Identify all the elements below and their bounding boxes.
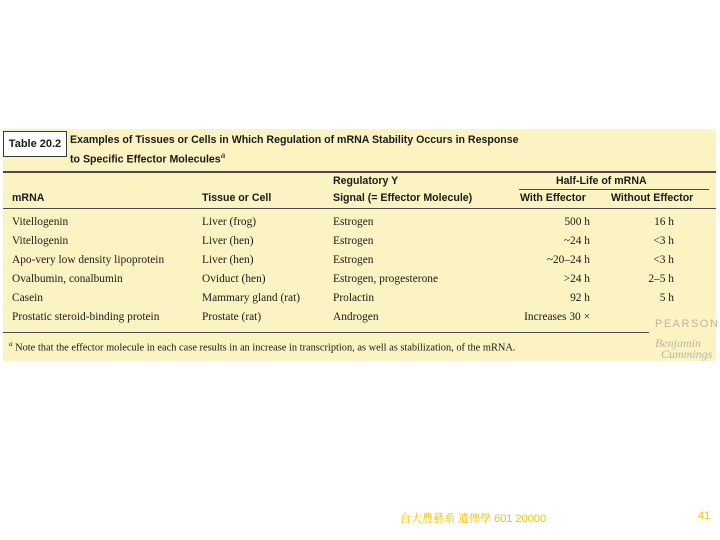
header-signal-line-1: Regulatory Y <box>333 175 399 187</box>
cell-tissue: Oviduct (hen) <box>202 273 266 285</box>
cell-with-effector: >24 h <box>563 273 590 285</box>
page-number: 41 <box>698 510 711 522</box>
pearson-logo-text: PEARSON <box>655 318 720 330</box>
table-caption <box>70 133 519 168</box>
top-rule <box>3 171 716 173</box>
cell-mrna: Apo-very low density lipoprotein <box>12 254 165 266</box>
cell-without-effector: <3 h <box>653 235 674 247</box>
benjamin-logo-text: Benjamin <box>655 336 701 350</box>
cell-without-effector: 16 h <box>654 216 674 228</box>
cell-mrna: Ovalbumin, conalbumin <box>12 273 123 285</box>
header-without-effector: Without Effector <box>611 192 694 204</box>
cell-with-effector: 500 h <box>564 216 590 228</box>
header-rule <box>3 208 716 209</box>
cell-mrna: Vitellogenin <box>12 216 69 228</box>
header-mrna: mRNA <box>12 192 45 204</box>
cell-signal: Estrogen <box>333 235 374 247</box>
cell-with-effector: ~20–24 h <box>546 254 590 266</box>
caption-line-2: to Specific Effector Molecules$^a$ <box>70 151 226 166</box>
caption-line-1: Examples of Tissues or Cells in Which Regulation of mRNA Stability Occurs in Response <box>70 134 519 146</box>
cell-with-effector: Increases 30 × <box>524 311 590 323</box>
table-number-label: Table 20.2 <box>3 131 67 157</box>
footer-course-text: 台大農藝系 遺傳學 601 20000 <box>400 513 547 525</box>
cell-mrna: Vitellogenin <box>12 235 69 247</box>
header-signal-line-2: Signal (= Effector Molecule) <box>333 192 473 204</box>
cummings-logo-text: Cummings <box>661 347 713 361</box>
cell-mrna: Casein <box>12 292 44 304</box>
cell-signal: Estrogen <box>333 216 374 228</box>
cell-tissue: Liver (frog) <box>202 216 257 228</box>
halflife-group-rule <box>519 189 709 190</box>
table-footnote: $^a$ Note that the effector molecule in each case results in an increase in transcription, as well as stabilization, of the mRNA. <box>9 340 516 354</box>
cell-tissue: Mammary gland (rat) <box>202 292 301 304</box>
cell-tissue: Prostate (rat) <box>202 311 262 323</box>
cell-signal: Estrogen, progesterone <box>333 273 439 285</box>
cell-signal: Androgen <box>333 311 379 323</box>
header-tissue: Tissue or Cell <box>202 192 272 204</box>
cell-signal: Prolactin <box>333 292 375 304</box>
cell-with-effector: 92 h <box>570 292 590 304</box>
cell-mrna: Prostatic steroid-binding protein <box>12 311 160 323</box>
header-with-effector: With Effector <box>520 192 586 204</box>
cell-tissue: Liver (hen) <box>202 254 254 266</box>
bottom-rule <box>3 332 649 333</box>
cell-without-effector: 2–5 h <box>648 273 674 285</box>
cell-without-effector: 5 h <box>659 292 674 304</box>
cell-signal: Estrogen <box>333 254 374 266</box>
cell-tissue: Liver (hen) <box>202 235 254 247</box>
header-halflife-group: Half-Life of mRNA <box>556 175 647 187</box>
cell-without-effector: <3 h <box>653 254 674 266</box>
cell-with-effector: ~24 h <box>563 235 590 247</box>
